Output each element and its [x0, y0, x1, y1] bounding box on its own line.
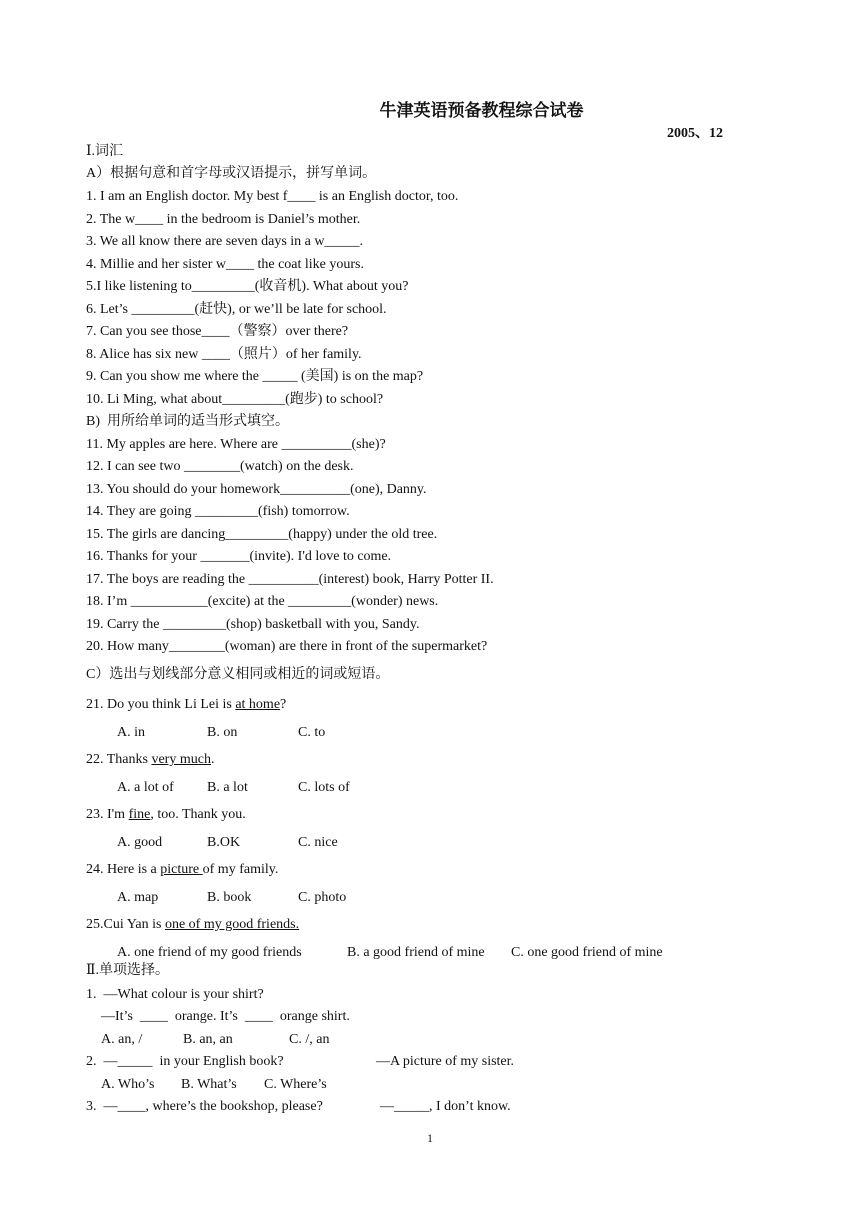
mc-question-1: 1. —What colour is your shirt?: [86, 987, 264, 1002]
question-line: 15. The girls are dancing_________(happy) under the old tree.: [86, 527, 438, 542]
page-number: 1: [427, 1131, 433, 1145]
part-a-instruction: A）根据句意和首字母或汉语提示，拼写单词。: [86, 166, 377, 181]
option-a: A. a lot of: [117, 780, 174, 795]
part-b-instruction: B) 用所给单词的适当形式填空。: [86, 414, 289, 429]
part-c-instruction: C）选出与划线部分意义相同或相近的词或短语。: [86, 667, 390, 682]
question-25: 25.Cui Yan is one of my good friends.: [86, 917, 300, 932]
option-a: A. an, /: [101, 1032, 143, 1047]
question-line: 14. They are going _________(fish) tomorrow.: [86, 504, 350, 519]
option-a: A. one friend of my good friends: [117, 945, 302, 960]
question-line: 6. Let’s _________(赶快), or we’ll be late for school.: [86, 302, 387, 317]
mc-question-2-reply: —A picture of my sister.: [376, 1054, 515, 1069]
option-c: C. /, an: [289, 1032, 330, 1047]
question-line: 12. I can see two ________(watch) on the desk.: [86, 459, 354, 474]
question-22: 22. Thanks very much.: [86, 752, 215, 767]
question-line: 2. The w____ in the bedroom is Daniel’s mother.: [86, 212, 361, 227]
option-b: B. on: [207, 725, 238, 740]
option-b: B. What’s: [181, 1077, 237, 1092]
question-line: 8. Alice has six new ____（照片）of her family.: [86, 347, 362, 362]
section-vocabulary: Ⅰ.词汇: [86, 144, 124, 159]
option-c: C. Where’s: [264, 1077, 327, 1092]
option-b: B. a lot: [207, 780, 248, 795]
option-c: C. nice: [298, 835, 338, 850]
underlined-phrase: very much: [151, 752, 211, 767]
question-23: 23. I'm fine, too. Thank you.: [86, 807, 246, 822]
question-line: 19. Carry the _________(shop) basketball with you, Sandy.: [86, 617, 420, 632]
underlined-phrase: one of my good friends.: [164, 917, 300, 932]
question-line: 7. Can you see those____（警察）over there?: [86, 324, 349, 339]
option-b: B. a good friend of mine: [347, 945, 485, 960]
mc-question-1-reply: —It’s ____ orange. It’s ____ orange shirt.: [101, 1009, 350, 1024]
option-a: A. in: [117, 725, 145, 740]
option-b: B. book: [207, 890, 252, 905]
mc-question-3: 3. —____, where’s the bookshop, please?: [86, 1099, 323, 1114]
underlined-phrase: at home: [235, 697, 281, 712]
question-line: 17. The boys are reading the __________(interest) book, Harry Potter II.: [86, 572, 494, 587]
mc-question-3-reply: —_____, I don’t know.: [380, 1099, 511, 1114]
question-line: 11. My apples are here. Where are __________(she)?: [86, 437, 386, 452]
option-c: C. to: [298, 725, 326, 740]
question-line: 3. We all know there are seven days in a w_____.: [86, 234, 363, 249]
question-line: 13. You should do your homework__________(one), Danny.: [86, 482, 427, 497]
question-24: 24. Here is a picture of my family.: [86, 862, 279, 877]
option-b: B. an, an: [183, 1032, 233, 1047]
option-b: B.OK: [207, 835, 241, 850]
option-c: C. photo: [298, 890, 347, 905]
question-21: 21. Do you think Li Lei is at home?: [86, 697, 287, 712]
exam-title: 牛津英语预备教程综合试卷: [379, 101, 584, 120]
question-line: 9. Can you show me where the _____ (美国) is on the map?: [86, 369, 424, 384]
question-line: 1. I am an English doctor. My best f____ is an English doctor, too.: [86, 189, 459, 204]
underlined-phrase: picture: [160, 862, 203, 877]
option-c: C. lots of: [298, 780, 350, 795]
section-multiple-choice: Ⅱ.单项选择。: [86, 963, 170, 978]
question-line: 4. Millie and her sister w____ the coat like yours.: [86, 257, 364, 272]
option-c: C. one good friend of mine: [511, 945, 663, 960]
mc-question-2: 2. —_____ in your English book?: [86, 1054, 284, 1069]
question-line: 10. Li Ming, what about_________(跑步) to school?: [86, 392, 384, 407]
question-line: 20. How many________(woman) are there in front of the supermarket?: [86, 639, 488, 654]
question-line: 5.I like listening to_________(收音机). What about you?: [86, 279, 409, 294]
underlined-phrase: fine: [128, 807, 151, 822]
question-line: 16. Thanks for your _______(invite). I'd love to come.: [86, 549, 392, 564]
option-a: A. Who’s: [101, 1077, 155, 1092]
option-a: A. good: [117, 835, 163, 850]
question-line: 18. I’m ___________(excite) at the _________(wonder) news.: [86, 594, 439, 609]
option-a: A. map: [117, 890, 159, 905]
exam-date: 2005、12: [667, 126, 723, 141]
